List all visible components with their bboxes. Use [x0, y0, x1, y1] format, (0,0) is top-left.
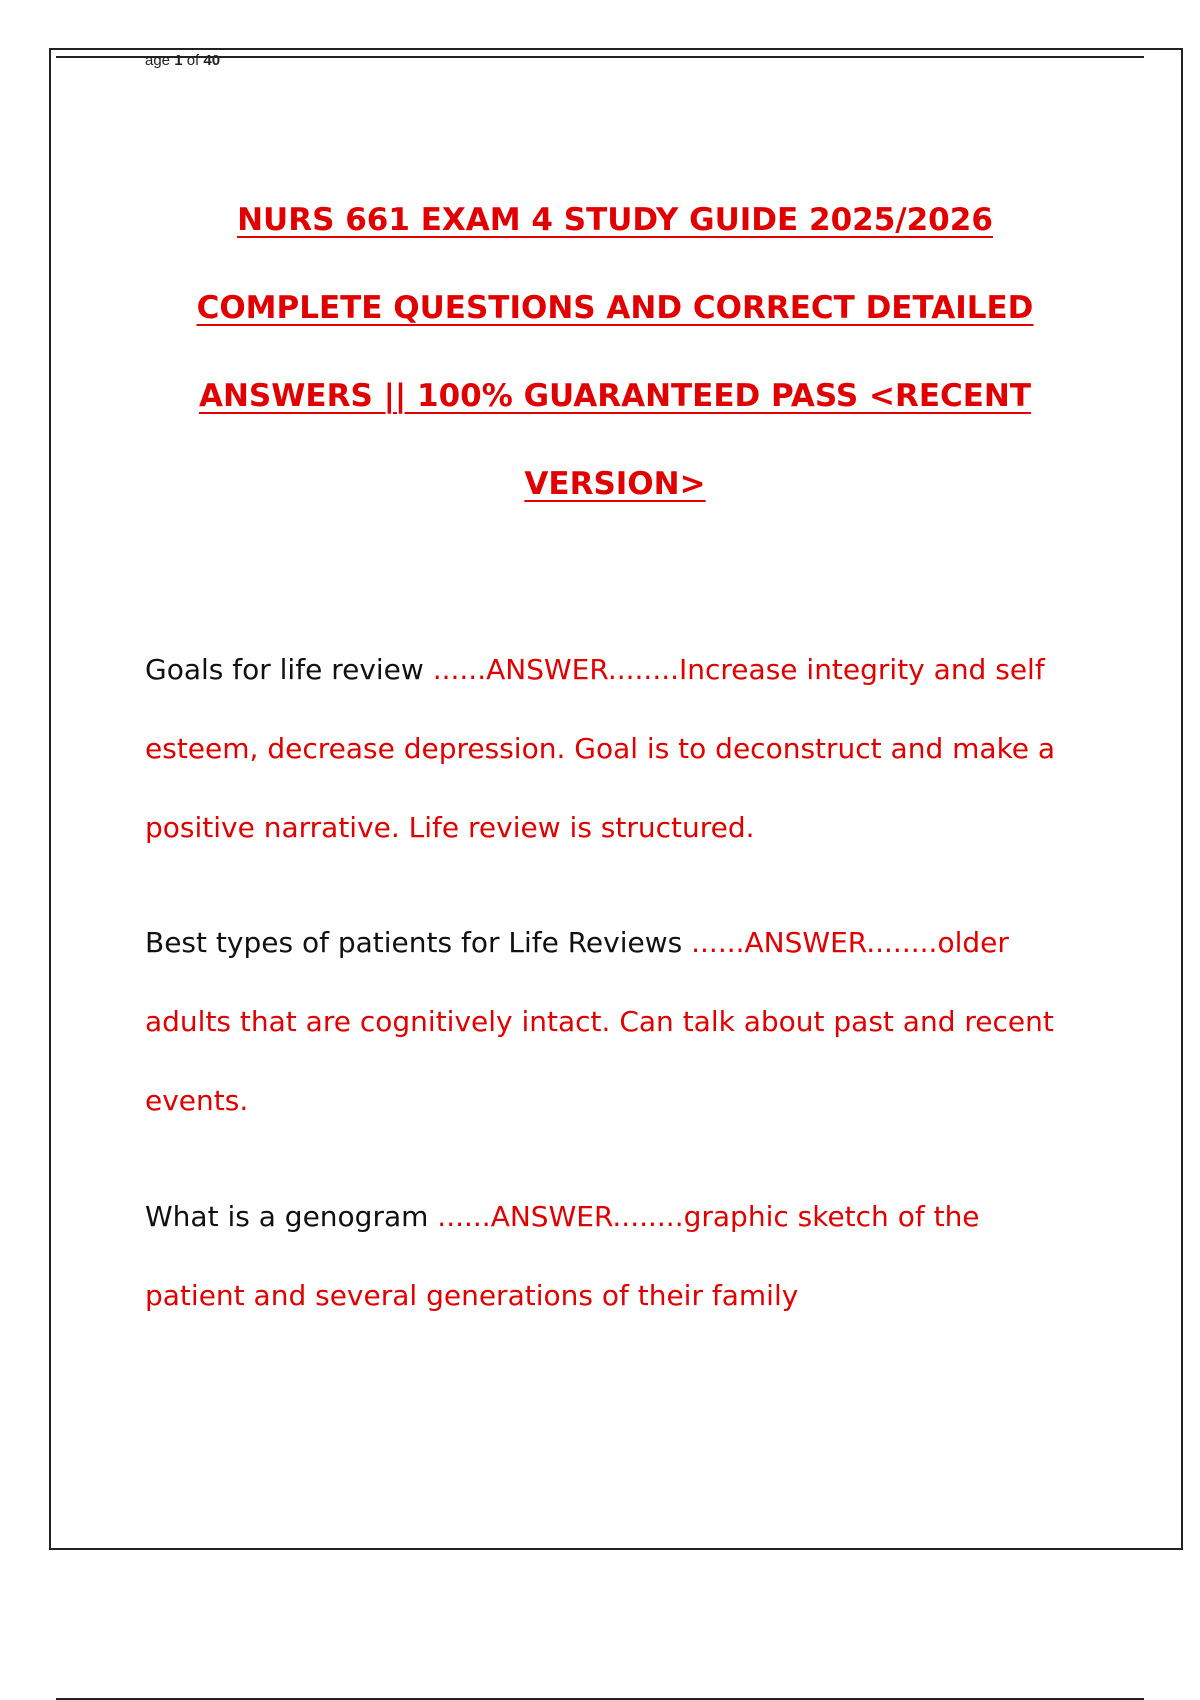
- qa-item: [145, 903, 1075, 1140]
- page-number-label: [145, 52, 220, 70]
- qa-question: What is a genogram: [145, 1200, 429, 1233]
- qa-question: Best types of patients for Life Reviews: [145, 926, 683, 959]
- page-current: 1: [174, 52, 183, 69]
- title-line-2: COMPLETE QUESTIONS AND CORRECT DETAILED: [196, 290, 1034, 326]
- qa-item: [145, 630, 1075, 867]
- title-line-4: VERSION>: [524, 466, 706, 502]
- page-of: of: [186, 52, 200, 69]
- document-title: [140, 176, 1090, 528]
- qa-answer-marker: ......ANSWER........: [691, 926, 938, 959]
- page-total: 40: [203, 52, 221, 69]
- qa-answer-marker: ......ANSWER........: [432, 653, 680, 686]
- qa-answer: older adults that are cognitively intact. Can talk about past and recent events.: [145, 926, 1054, 1117]
- qa-answer-marker: ......ANSWER........: [437, 1200, 684, 1233]
- qa-answer: graphic sketch of the patient and several generations of their family: [145, 1200, 980, 1312]
- qa-question: Goals for life review: [145, 653, 424, 686]
- title-line-3: ANSWERS || 100% GUARANTEED PASS <RECENT: [198, 378, 1032, 414]
- qa-answer: Increase integrity and self esteem, decrease depression. Goal is to deconstruct and make a positive narrative. Life review is structured.: [145, 653, 1056, 844]
- title-line-1: NURS 661 EXAM 4 STUDY GUIDE 2025/2026: [237, 202, 993, 238]
- qa-item: [145, 1177, 1075, 1335]
- page-prefix: age: [145, 52, 171, 69]
